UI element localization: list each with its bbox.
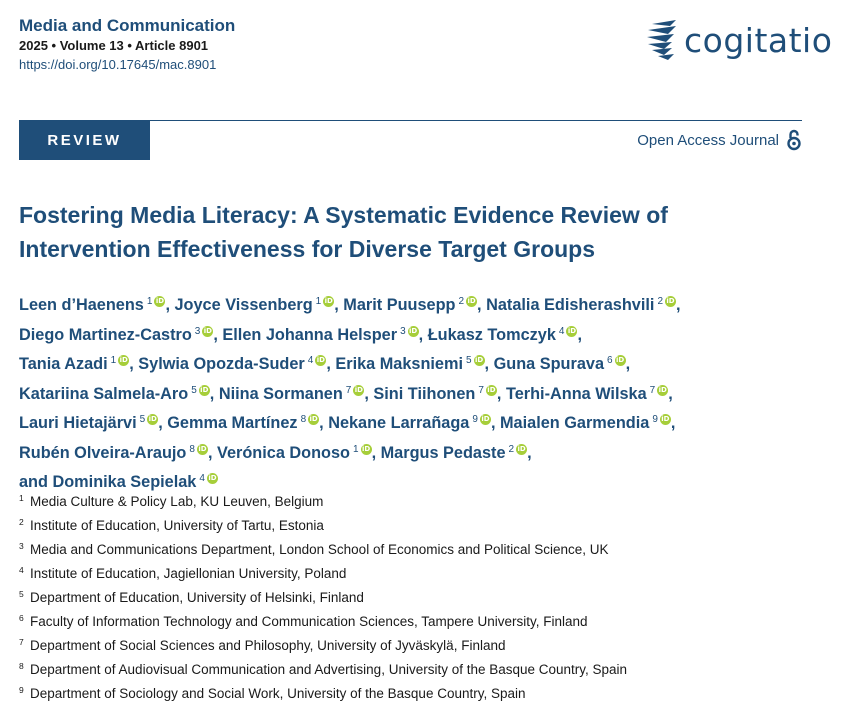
journal-volume-info: 2025 • Volume 13 • Article 8901 (19, 38, 209, 53)
author-affiliation-number: 7 (649, 384, 656, 396)
author-affiliation-number: 8 (300, 414, 307, 425)
author-separator: , (625, 355, 631, 373)
author-affiliation-number: 3 (400, 325, 406, 337)
author-name-text: Verónica Donoso (217, 443, 350, 462)
orcid-icon[interactable]: iD (666, 297, 675, 305)
affiliation-number: 1 (19, 493, 24, 503)
author-name[interactable] (373, 385, 501, 403)
affiliation-text: Media and Communications Department, London School of Economics and Political Science, UK (30, 542, 609, 557)
author-name[interactable] (19, 444, 212, 462)
orcid-icon[interactable]: iD (324, 297, 333, 305)
orcid-icon[interactable]: iD (567, 326, 577, 335)
author-name[interactable] (19, 355, 134, 373)
affiliation-item (19, 656, 627, 680)
author-name[interactable] (175, 296, 339, 314)
author-affiliation-number: 9 (652, 414, 658, 425)
author-separator: , (364, 384, 369, 403)
open-access-text: Open Access Journal (637, 131, 779, 149)
author-separator: , (209, 384, 215, 403)
author-name-text: Dominika Sepielak (52, 473, 197, 491)
author-name[interactable] (138, 355, 331, 373)
author-name-text: Guna Spurava (493, 355, 604, 373)
author-separator: , (158, 414, 163, 432)
author-separator: , (129, 355, 134, 373)
author-separator: , (371, 443, 377, 462)
author-name-text: Marit Puusepp (343, 296, 456, 314)
author-name-text: Gemma Martínez (167, 414, 298, 432)
orcid-icon[interactable]: iD (208, 474, 217, 482)
author-name-text: Katariina Salmela-Aro (19, 384, 189, 403)
author-separator: , (319, 414, 324, 432)
orcid-icon[interactable]: iD (658, 385, 667, 394)
cogitatio-logo-icon (646, 18, 680, 62)
affiliation-text: Department of Audiovisual Communication and Advertising, University of the Basque Country, Spain (30, 662, 628, 677)
affiliation-number: 2 (19, 517, 24, 527)
author-separator: , (490, 414, 496, 432)
author-name-text: Natalia Edisherashvili (486, 296, 655, 314)
affiliation-number: 3 (19, 541, 24, 551)
affiliation-text: Media Culture & Policy Lab, KU Leuven, Belgium (30, 494, 324, 509)
author-separator: , (418, 325, 424, 344)
author-name[interactable] (500, 414, 675, 432)
author-name[interactable] (167, 414, 323, 432)
orcid-icon[interactable]: iD (316, 356, 325, 364)
author-affiliation-number: 1 (353, 443, 359, 455)
article-type-badge: REVIEW (19, 120, 150, 160)
affiliation-item (19, 536, 627, 560)
author-name-text: Niina Sormanen (218, 384, 343, 403)
affiliation-item (19, 512, 627, 536)
author-name-text: Leen d’Haenens (19, 296, 144, 314)
author-separator: , (484, 355, 490, 373)
author-affiliation-number: 2 (657, 296, 663, 307)
affiliation-item (19, 680, 627, 704)
author-separator: , (477, 296, 482, 314)
affiliation-text: Department of Education, University of Helsinki, Finland (30, 590, 364, 605)
author-name-text: Tania Azadi (19, 355, 108, 373)
affiliation-text: Institute of Education, Jagiellonian University, Poland (30, 566, 347, 581)
author-affiliation-number: 1 (146, 296, 153, 307)
affiliation-text: Department of Social Sciences and Philosophy, University of Jyväskylä, Finland (30, 638, 506, 653)
orcid-icon[interactable]: iD (309, 415, 318, 423)
orcid-icon[interactable]: iD (203, 326, 212, 335)
affiliation-number: 5 (19, 589, 24, 599)
author-name[interactable] (328, 414, 495, 432)
author-name-text: Joyce Vissenberg (174, 296, 313, 314)
author-name-text: Sini Tiihonen (373, 384, 476, 403)
author-separator: , (326, 355, 331, 373)
author-separator: , (334, 296, 339, 314)
author-name-text: Łukasz Tomczyk (427, 325, 556, 344)
orcid-icon[interactable]: iD (481, 415, 490, 423)
orcid-icon[interactable]: iD (148, 415, 157, 423)
author-name[interactable] (19, 296, 170, 314)
author-affiliation-number: 7 (345, 384, 352, 396)
author-affiliation-number: 6 (607, 355, 613, 366)
author-name[interactable] (428, 326, 582, 344)
author-name[interactable] (19, 414, 163, 432)
author-affiliation-number: 8 (189, 443, 195, 455)
affiliation-item (19, 584, 627, 608)
author-separator: , (213, 325, 218, 344)
orcid-icon[interactable]: iD (361, 444, 371, 453)
author-affiliation-number: 5 (191, 384, 197, 396)
author-affiliation-number: 9 (472, 414, 478, 425)
orcid-icon[interactable]: iD (661, 415, 670, 423)
affiliation-number: 7 (19, 637, 24, 647)
author-name[interactable] (217, 444, 376, 462)
authors-and: and (19, 473, 53, 491)
author-separator: , (496, 384, 502, 403)
author-name[interactable] (343, 296, 481, 314)
author-name[interactable] (335, 355, 489, 373)
author-name-text: Terhi-Anna Wilska (505, 384, 647, 403)
open-access-label (637, 129, 801, 151)
author-affiliation-number: 7 (478, 384, 484, 396)
author-name[interactable] (219, 385, 369, 403)
author-separator: , (668, 384, 673, 403)
author-separator: , (207, 443, 213, 462)
author-affiliation-number: 5 (139, 414, 146, 425)
doi-link[interactable]: https://doi.org/10.17645/mac.8901 (19, 57, 217, 72)
cogitatio-logo[interactable] (646, 18, 832, 62)
orcid-icon[interactable]: iD (200, 385, 209, 394)
author-name[interactable] (506, 385, 673, 403)
orcid-icon[interactable]: iD (615, 356, 625, 364)
affiliation-text: Institute of Education, University of Tartu, Estonia (30, 518, 324, 533)
author-separator: , (165, 296, 170, 314)
affiliation-item (19, 608, 627, 632)
orcid-icon[interactable]: iD (409, 326, 418, 335)
author-name-text: Nekane Larrañaga (328, 414, 470, 432)
author-name[interactable] (19, 385, 214, 403)
author-name-text: Maialen Garmendia (500, 414, 650, 432)
author-name[interactable] (494, 355, 630, 373)
author-affiliation-number: 1 (110, 355, 117, 366)
author-affiliation-number: 4 (558, 325, 565, 337)
author-affiliation-number: 4 (199, 473, 205, 484)
author-name-text: Margus Pedaste (380, 443, 506, 462)
author-name-text: Diego Martinez-Castro (19, 325, 192, 344)
orcid-icon[interactable]: iD (487, 385, 496, 394)
author-name-text: Erika Maksniemi (335, 355, 463, 373)
journal-header (19, 16, 235, 74)
author-name-text: Rubén Olveira-Araujo (19, 443, 187, 462)
affiliation-number: 8 (19, 661, 24, 671)
affiliation-item (19, 488, 627, 512)
affiliation-number: 4 (19, 565, 24, 575)
author-name[interactable] (19, 326, 218, 344)
logo-wordmark: cogitatio (684, 20, 833, 60)
affiliation-list (19, 488, 627, 704)
author-affiliation-number: 1 (315, 296, 322, 307)
orcid-icon[interactable]: iD (354, 385, 363, 394)
journal-name: Media and Communication (19, 16, 236, 35)
orcid-icon[interactable]: iD (467, 297, 476, 305)
author-affiliation-number: 2 (508, 443, 515, 455)
orcid-icon[interactable]: iD (517, 444, 526, 453)
author-affiliation-number: 5 (465, 355, 472, 366)
author-name[interactable] (486, 296, 680, 314)
author-separator: , (527, 443, 532, 462)
affiliation-text: Faculty of Information Technology and Communication Sciences, Tampere University, Finland (30, 614, 588, 629)
affiliation-item (19, 560, 627, 584)
orcid-icon[interactable]: iD (155, 297, 165, 305)
author-name[interactable] (222, 326, 423, 344)
author-name-text: Sylwia Opozda-Suder (138, 355, 305, 373)
affiliation-number: 6 (19, 613, 24, 623)
affiliation-number: 9 (19, 685, 24, 695)
author-affiliation-number: 2 (458, 296, 465, 307)
author-separator: , (676, 296, 681, 314)
author-list (19, 289, 809, 496)
affiliation-text: Department of Sociology and Social Work, University of the Basque Country, Spain (30, 686, 526, 701)
author-affiliation-number: 3 (194, 325, 201, 337)
orcid-icon[interactable]: iD (474, 356, 484, 364)
author-name-text: Lauri Hietajärvi (19, 414, 137, 432)
affiliation-item (19, 632, 627, 656)
orcid-icon[interactable]: iD (119, 356, 128, 364)
author-affiliation-number: 4 (307, 355, 314, 366)
article-title: Fostering Media Literacy: A Systematic Evidence Review of Intervention Effectiveness for Diverse Target Groups (19, 202, 668, 262)
author-name[interactable] (381, 444, 532, 462)
header-divider (150, 120, 802, 121)
author-name-text: Ellen Johanna Helsper (222, 325, 398, 344)
author-separator: , (577, 325, 582, 344)
open-access-lock-icon (787, 129, 801, 151)
orcid-icon[interactable]: iD (198, 444, 207, 453)
author-separator: , (670, 414, 676, 432)
